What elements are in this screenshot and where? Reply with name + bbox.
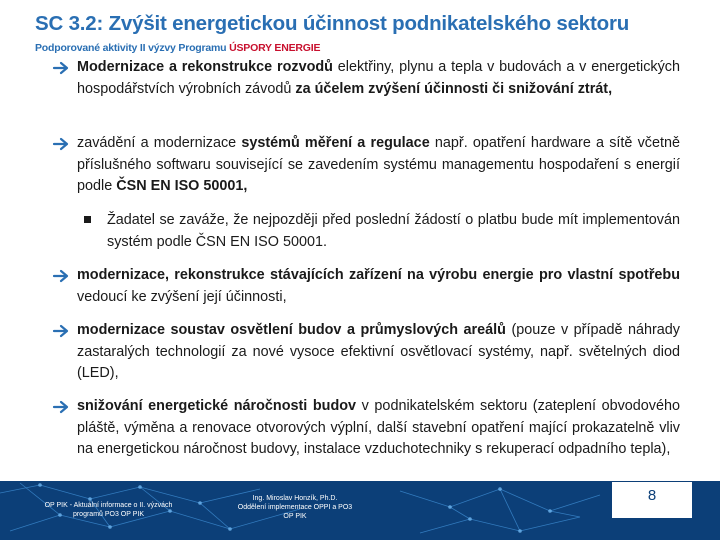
bullet-plain: vedoucí ke zvýšení její účinnosti,: [77, 288, 287, 305]
bullet-text: [77, 320, 680, 385]
bullet-item: [52, 320, 680, 385]
sub-bullet-item: [84, 210, 680, 253]
bullet-text: [77, 265, 680, 308]
bullet-plain: v podnikatelském sektoru (zateplení obvodového pláště, výměna a renovace otvorových výplní, další stavební opatření mající prokazatelně vliv na energetickou náročnost budovy, instalace vzduchotechniky s rekuperací odpadního tepla),: [77, 398, 680, 458]
footer-center-line: OP PIK: [283, 513, 307, 520]
square-bullet-icon: [84, 216, 91, 223]
arrow-right-icon: [52, 133, 72, 155]
bullet-bold: systémů měření a regulace: [241, 135, 430, 151]
bullet-plain: např. opatření hardware a sítě včetně příslušného softwaru související se zavedením systému managementu hospodaření s energií podle: [77, 135, 681, 195]
footer-left-line: OP PIK - Aktuální informace o II. výzvách: [44, 502, 173, 509]
bullet-bold: ČSN EN ISO 50001,: [116, 178, 248, 195]
footer-left-line: programů PO3 OP PIK: [72, 511, 145, 518]
subtitle-program-name: ÚSPORY ENERGIE: [229, 42, 321, 54]
bullet-text: [77, 57, 680, 100]
arrow-right-icon: [52, 396, 72, 418]
slide-subtitle: [35, 42, 320, 54]
footer-center-line: Ing. Miroslav Honzík, Ph.D.: [252, 495, 338, 502]
arrow-right-icon: [52, 57, 72, 79]
bullet-bold: snižování energetické náročnosti budov: [77, 398, 357, 414]
bullet-bold: za účelem zvýšení účinnosti či snižování ztrát,: [295, 80, 613, 97]
footer-center-line: Oddělení implementace OPPI a PO3: [237, 504, 353, 511]
bullet-item: [52, 396, 680, 461]
bullet-bold: modernizace soustav osvětlení budov a průmyslových areálů: [77, 322, 506, 338]
bullet-item: [52, 265, 680, 308]
footer-center-text: [215, 494, 375, 521]
sub-bullet-text: Žadatel se zaváže, že nejpozději před poslední žádostí o platbu bude mít implementován systém podle ČSN EN ISO 50001.: [107, 212, 680, 250]
slide-title: SC 3.2: Zvýšit energetickou účinnost podnikatelského sektoru: [35, 12, 630, 35]
arrow-right-icon: [52, 265, 72, 287]
bullet-bold: modernizace, rekonstrukce stávajících zařízení na výrobu energie pro vlastní spotřebu: [77, 267, 680, 283]
bullet-item: [52, 57, 680, 100]
bullet-plain: elektřiny, plynu a tepla v budovách a v energetických hospodářstvích výrobních závodů: [77, 59, 680, 97]
subtitle-text: Podporované aktivity II výzvy Programu: [35, 42, 230, 54]
page-number: 8: [647, 487, 657, 504]
bullet-item: [52, 133, 680, 198]
arrow-right-icon: [52, 320, 72, 342]
footer-left-text: [26, 501, 191, 519]
bullet-plain: (pouze v případě náhrady zastaralých technologií za nové vysoce efektivní osvětlovací systémy, např. světelných diod (LED),: [77, 322, 680, 382]
bullet-plain: zavádění a modernizace: [77, 135, 242, 151]
bullet-text: [77, 133, 680, 198]
bullet-bold: Modernizace a rekonstrukce rozvodů: [77, 59, 333, 75]
bullet-text: [77, 396, 680, 461]
